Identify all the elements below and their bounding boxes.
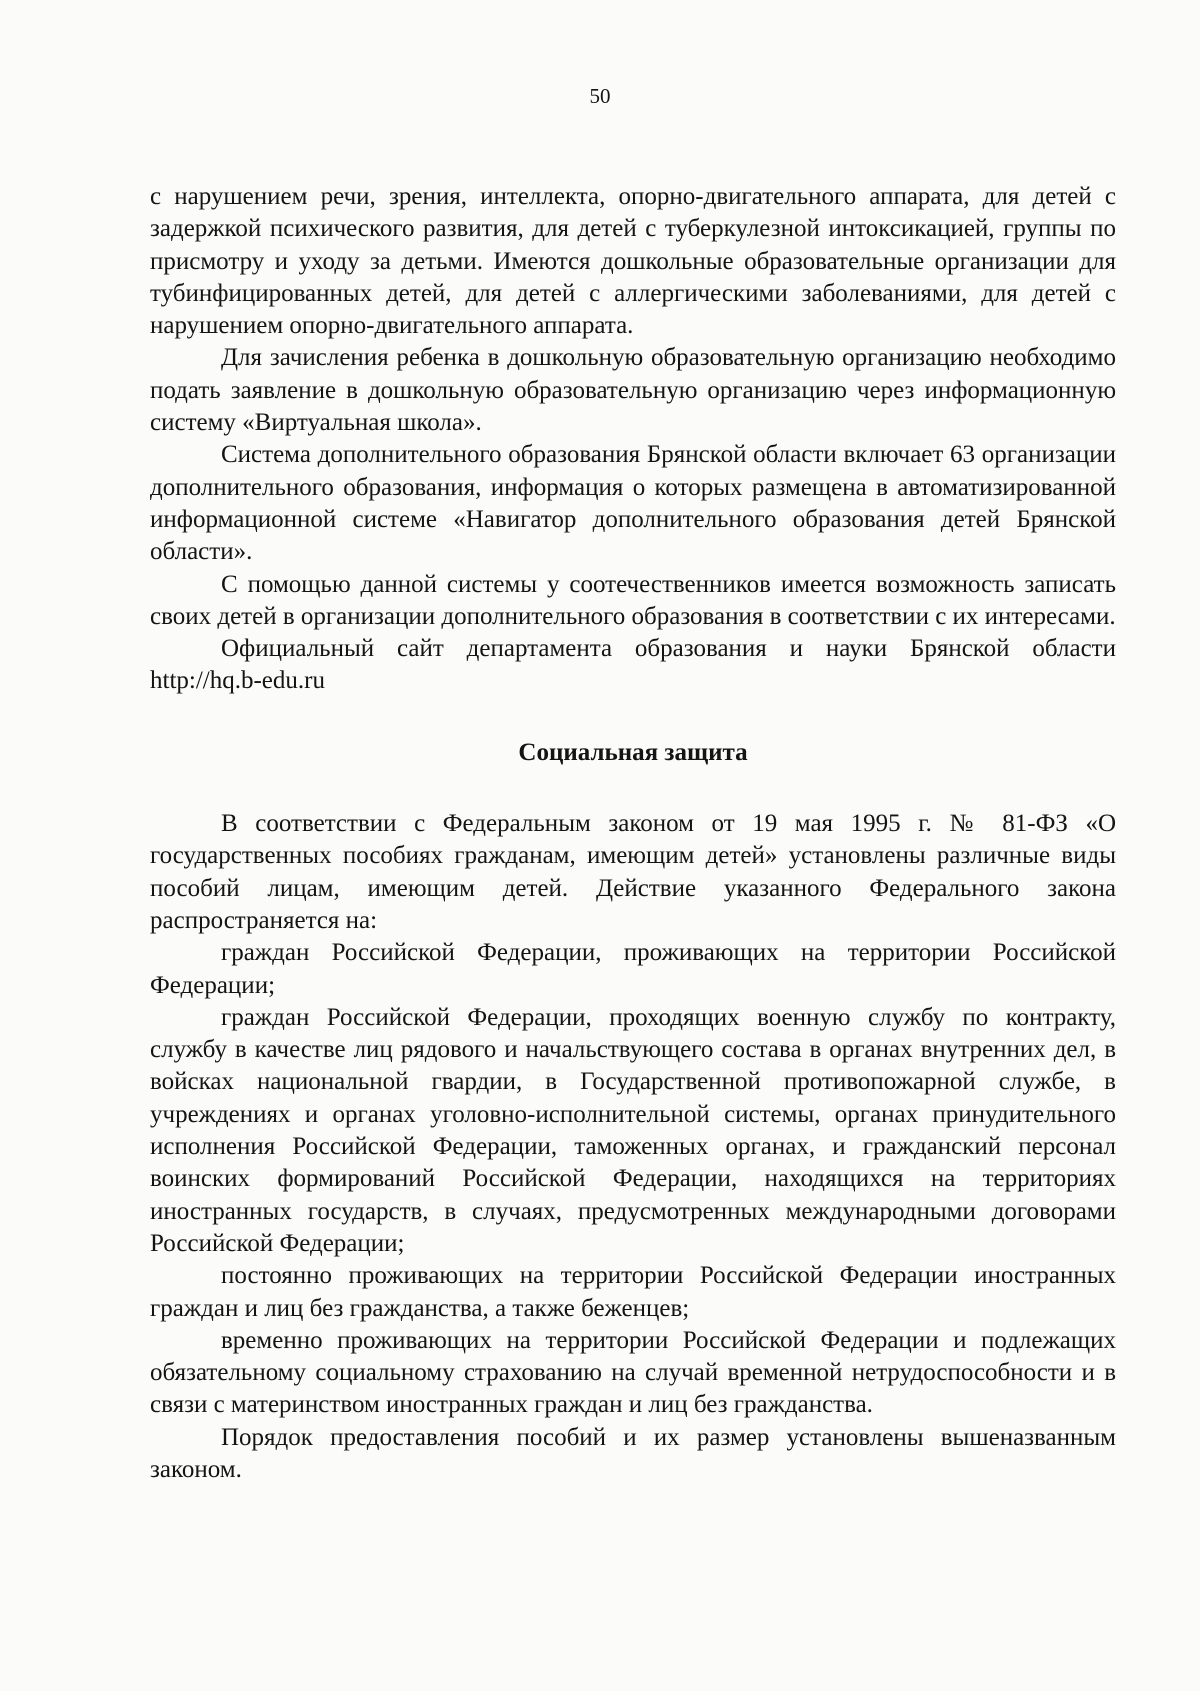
list-item: временно проживающих на территории Российской Федерации и подлежащих обязательному социальному страхованию на случай временной нетрудоспособности и в связи с материнством иностранных граждан и лиц без гражданства. <box>150 1326 1116 1419</box>
paragraph: Официальный сайт департамента образования и науки Брянской области http://hq.b-edu.ru <box>150 635 1116 695</box>
list-item: граждан Российской Федерации, проживающих на территории Российской Федерации; <box>150 939 1116 999</box>
paragraph: с нарушением речи, зрения, интеллекта, опорно-двигательного аппарата, для детей с задержкой психического развития, для детей с туберкулезной интоксикацией, группы по присмотру и уходу за детьми. Имеются дошкольные образовательные организации для тубинфицированных детей, для детей с аллергическими заболеваниями, для детей с нарушением опорно-двигательного аппарата. <box>150 183 1116 340</box>
document-body <box>150 181 1116 1486</box>
paragraph: С помощью данной системы у соотечественников имеется возможность записать своих детей в организации дополнительного образования в соответствии с их интересами. <box>150 570 1116 630</box>
paragraph: Для зачисления ребенка в дошкольную образовательную организацию необходимо подать заявление в дошкольную образовательную организацию через информационную систему «Виртуальная школа». <box>150 344 1116 437</box>
paragraph: В соответствии с Федеральным законом от 19 мая 1995 г. № 81-ФЗ «О государственных пособиях гражданам, имеющим детей» установлены различные виды пособий лицам, имеющим детей. Действие указанного Федерального закона распространяется на: <box>150 810 1116 934</box>
list-item: постоянно проживающих на территории Российской Федерации иностранных граждан и лиц без гражданства, а также беженцев; <box>150 1262 1116 1322</box>
paragraph: Порядок предоставления пособий и их размер установлены вышеназванным законом. <box>150 1423 1116 1483</box>
list-item: граждан Российской Федерации, проходящих военную службу по контракту, службу в качестве лиц рядового и начальствующего состава в органах внутренних дел, в войсках национальной гвардии, в Государственной противопожарной службе, в учреждениях и органах уголовно-исполнительной системы, органах принудительного исполнения Российской Федерации, таможенных органах, и гражданский персонал воинских формирований Российской Федерации, находящихся на территориях иностранных государств, в случаях, предусмотренных международными договорами Российской Федерации; <box>150 1003 1116 1257</box>
section-heading: Социальная защита <box>518 738 748 766</box>
page-number: 50 <box>589 84 611 108</box>
paragraph: Система дополнительного образования Брянской области включает 63 организации дополнительного образования, информация о которых размещена в автоматизированной информационной системе «Навигатор дополнительного образования детей Брянской области». <box>150 441 1116 566</box>
